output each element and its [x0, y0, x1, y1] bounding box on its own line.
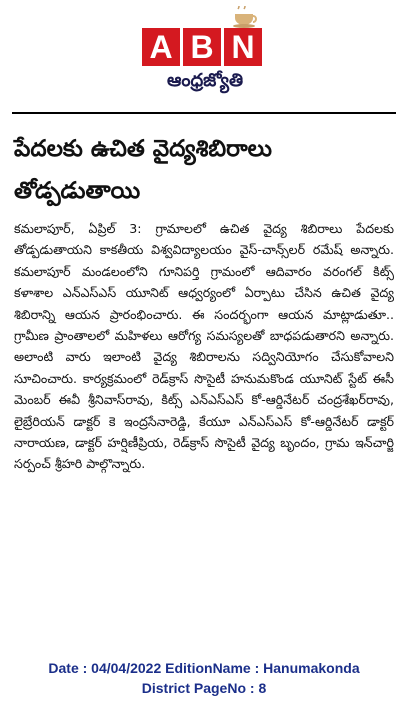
- tea-cup-icon: [232, 6, 260, 28]
- footer-line-2: District PageNo : 8: [141, 680, 267, 696]
- article-headline: పేదలకు ఉచిత వైద్యశిబిరాలు తోడ్పడుతాయి: [14, 136, 272, 204]
- article-body: కమలాపూర్‌, ఏప్రిల్‌ 3: గ్రామాలలో ఉచిత వైద్య శిబిరాలు పేదలకు తోడ్పడుతాయని కాకతీయ విశ్వవిద్యాలయం వైస్‌-చాన్స్‌లర్‌ రమేష్‌ అన్నారు. కమలాపూర్‌ మండలంలోని గూనిపర్తి గ్రామంలో ఆదివారం వరంగల్‌ కిట్స్‌ కళాశాల ఎన్‌ఎస్‌ఎస్‌ యూనిట్‌ ఆధ్వర్యంలో ఏర్పాటు చేసిన ఉచిత వైద్య శిబిరాన్ని ఆయన ప్రారంభించారు. ఈ సందర్భంగా ఆయన మాట్లాడుతూ.. గ్రామీణ ప్రాంతాలలో మహిళలు ఆరోగ్య సమస్యలతో బాధపడుతారని అన్నారు. అలాంటి వారు ఇలాంటి వైద్య శిబిరాలను సద్వినియోగం చేసుకోవాలని సూచించారు. కార్యక్రమంలో రెడ్‌క్రాస్‌ సొసైటీ హనుమకొండ యూనిట్‌ స్టేట్‌ ఈసీ మెంబర్‌ ఈవీ శ్రీనివాస్‌రావు, కిట్స్‌ ఎన్‌ఎస్‌ఎస్‌ కో-ఆర్డినేటర్‌ చంద్రశేఖర్‌రావు, లైబ్రేరియన్‌ డాక్టర్‌ కె ఇంద్రసేనారెడ్డి, కేయూ ఎన్‌ఎస్‌ఎస్‌ కో-ఆర్డినేటర్‌ డాక్టర్‌ నారాయణ, డాక్టర్‌ హర్షిణీప్రియ, రెడ్‌క్రాస్‌ సొసైటీ వైద్య బృందం, గ్రామ ఇన్‌చార్జి సర్పంచ్‌ శ్రీహరి పాల్గొన్నారు.: [14, 221, 394, 472]
- masthead: [0, 0, 408, 110]
- logo-letter: B: [183, 28, 221, 66]
- edition-footer: [0, 658, 408, 698]
- logo-letter: A: [142, 28, 180, 66]
- abn-logo[interactable]: [142, 6, 268, 102]
- logo-letter: N: [224, 28, 262, 66]
- logo-letters: [142, 28, 262, 66]
- logo-subtitle: ఆంధ్రజ్యోతి: [166, 70, 244, 91]
- divider: [12, 112, 396, 114]
- footer-line-1: Date : 04/04/2022 EditionName : Hanumakonda: [48, 660, 360, 676]
